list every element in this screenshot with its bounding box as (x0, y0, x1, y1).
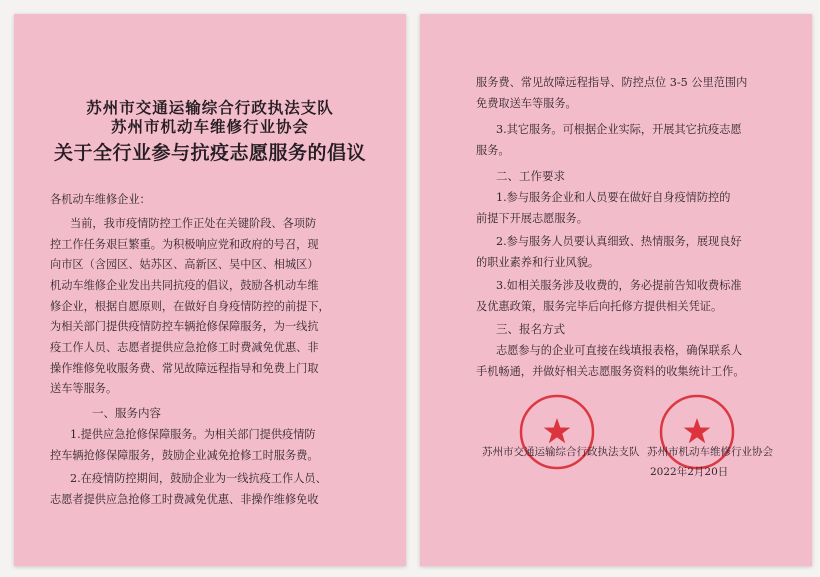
body-line: 免费取送车等服务。 (476, 97, 577, 110)
body-line: 2.参与服务人员要认真细致、热情服务，展现良好 (496, 235, 742, 248)
body-line: 1.提供应急抢修保障服务。为相关部门提供疫情防 (70, 428, 316, 441)
body-line: 疫工作人员、志愿者提供应急抢修工时费减免优惠、非 (50, 341, 319, 354)
body-line: 3.其它服务。可根据企业实际，开展其它抗疫志愿 (496, 123, 742, 136)
body-line: 向市区（含园区、姑苏区、高新区、吴中区、相城区） (50, 258, 319, 271)
body-line: 为相关部门提供疫情防控车辆抢修保障服务，为一线抗 (50, 320, 319, 333)
body-line: 服务。 (476, 144, 510, 157)
body-line: 操作维修免收服务费、常见故障远程指导和免费上门取 (50, 362, 319, 375)
salutation: 各机动车维修企业： (50, 193, 151, 206)
section-heading-services: 一、服务内容 (92, 406, 161, 420)
body-line: 机动车维修企业发出共同抗疫的倡议，鼓励各机动车维 (50, 279, 319, 292)
body-line: 1.参与服务企业和人员要在做好自身疫情防控的 (496, 191, 731, 204)
body-line: 控工作任务艰巨繁重。为积极响应党和政府的号召，现 (50, 238, 319, 251)
signature-issuer-right: 苏州市机动车维修行业协会 (647, 446, 773, 458)
body-line: 当前，我市疫情防控工作正处在关键阶段、各项防 (70, 217, 317, 230)
body-line: 修企业，根据自愿原则，在做好自身疫情防控的前提下， (50, 300, 330, 313)
issuer-line-1: 苏州市交通运输综合行政执法支队 (86, 98, 334, 117)
body-line: 2.在疫情防控期间，鼓励企业为一线抗疫工作人员、 (70, 472, 327, 485)
document-page-right (420, 14, 812, 566)
signature-date: 2022年2月20日 (650, 466, 729, 478)
body-line: 服务费、常见故障远程指导、防控点位 3-5 公里范围内 (476, 76, 748, 89)
section-heading-requirements: 二、工作要求 (496, 169, 565, 183)
signature-issuer-left: 苏州市交通运输综合行政执法支队 (482, 446, 640, 458)
body-line: 送车等服务。 (50, 382, 118, 395)
section-heading-signup: 三、报名方式 (496, 322, 565, 336)
body-line: 志愿参与的企业可直接在线填报表格，确保联系人 (496, 344, 743, 357)
body-line: 3.如相关服务涉及收费的，务必提前告知收费标准 (496, 279, 742, 292)
official-seal-left-icon (517, 392, 597, 472)
official-seal-right-icon (657, 392, 737, 472)
document-page-left (14, 14, 406, 566)
body-line: 手机畅通，并做好相关志愿服务资料的收集统计工作。 (476, 365, 745, 378)
body-line: 前提下开展志愿服务。 (476, 212, 588, 225)
body-line: 的职业素养和行业风貌。 (476, 256, 600, 269)
document-title: 关于全行业参与抗疫志愿服务的倡议 (53, 142, 366, 164)
body-line: 控车辆抢修保障服务，鼓励企业减免抢修工时服务费。 (50, 449, 319, 462)
body-line: 志愿者提供应急抢修工时费减免优惠、非操作维修免收 (50, 493, 319, 506)
issuer-line-2: 苏州市机动车维修行业协会 (110, 117, 309, 136)
body-line: 及优惠政策，服务完毕后向托修方提供相关凭证。 (476, 300, 723, 313)
